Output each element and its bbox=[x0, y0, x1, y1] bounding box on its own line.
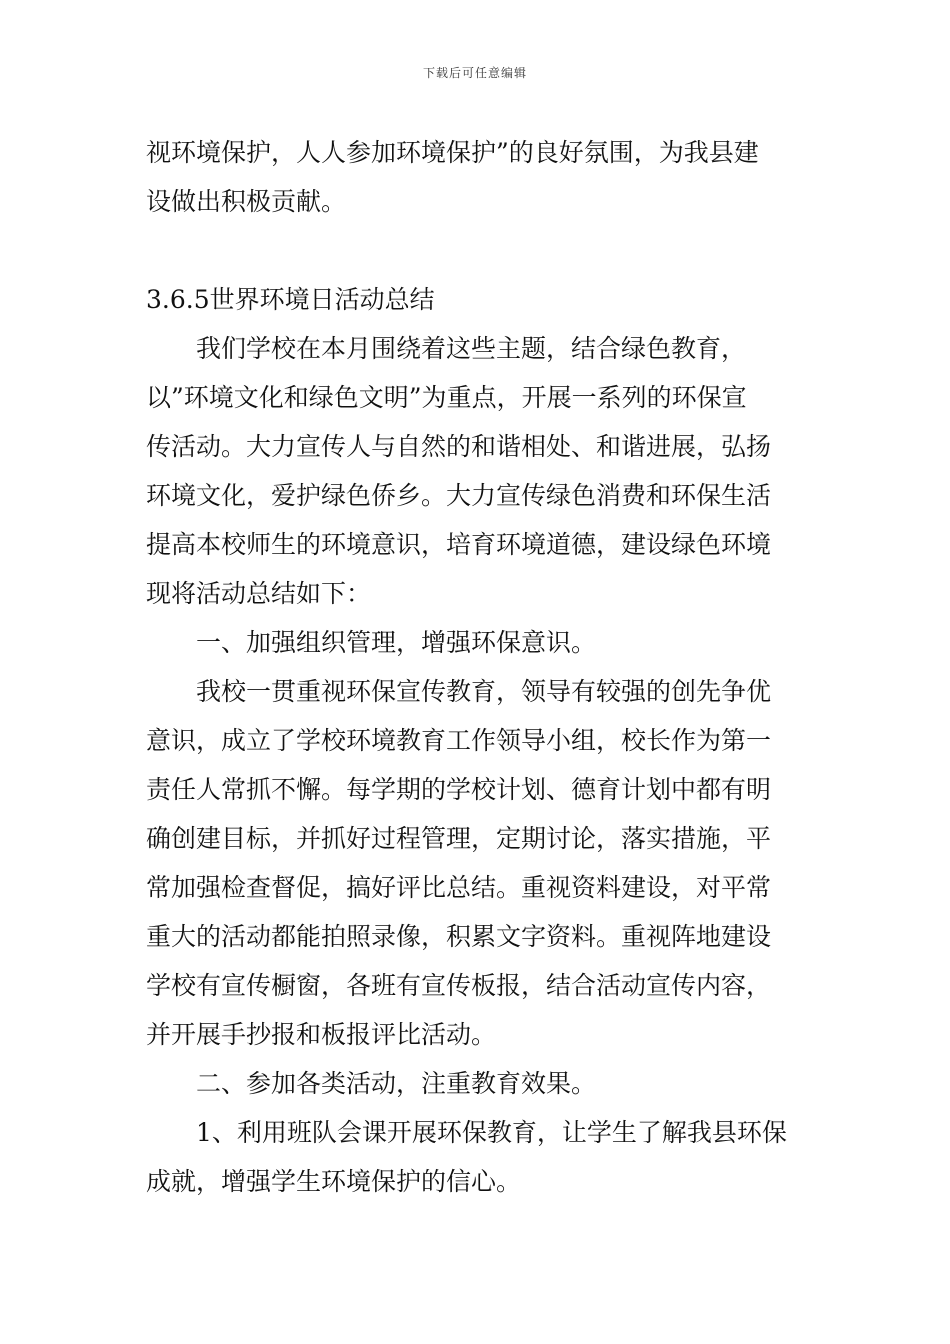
text-line: 以”环境文化和绿色文明”为重点，开展一系列的环保宣 bbox=[146, 383, 747, 412]
text-line: 责任人常抓不懈。每学期的学校计划、德育计划中都有明 bbox=[146, 775, 772, 804]
section-heading: 3.6.5世界环境日活动总结 bbox=[146, 285, 435, 314]
text-line: 环境文化，爱护绿色侨乡。大力宣传绿色消费和环保生活 bbox=[146, 481, 772, 510]
text-line: 常加强检查督促，搞好评比总结。重视资料建设，对平常 bbox=[146, 873, 772, 902]
text-line: 我们学校在本月围绕着这些主题，结合绿色教育， bbox=[196, 334, 747, 363]
text-line: 确创建目标，并抓好过程管理，定期讨论，落实措施，平 bbox=[146, 824, 772, 853]
text-line: 现将活动总结如下： bbox=[146, 579, 372, 608]
text-line: 学校有宣传橱窗，各班有宣传板报，结合活动宣传内容， bbox=[146, 971, 772, 1000]
subheading: 二、参加各类活动，注重教育效果。 bbox=[196, 1069, 597, 1098]
text-line: 重大的活动都能拍照录像，积累文字资料。重视阵地建设 bbox=[146, 922, 772, 951]
text-line: 设做出积极贡献。 bbox=[146, 187, 347, 216]
text-line: 并开展手抄报和板报评比活动。 bbox=[146, 1020, 497, 1049]
subheading: 一、加强组织管理，增强环保意识。 bbox=[196, 628, 597, 657]
document-body bbox=[146, 128, 816, 1206]
text-line: 传活动。大力宣传人与自然的和谐相处、和谐进展，弘扬 bbox=[146, 432, 772, 461]
page-header: 下载后可任意编辑 bbox=[422, 66, 527, 80]
text-line: 意识，成立了学校环境教育工作领导小组，校长作为第一 bbox=[146, 726, 772, 755]
text-line: 视环境保护，人人参加环境保护”的良好氛围，为我县建 bbox=[146, 138, 759, 167]
text-line: 成就，增强学生环境保护的信心。 bbox=[146, 1167, 522, 1196]
text-line: 提高本校师生的环境意识，培育环境道德，建设绿色环境 bbox=[146, 530, 772, 559]
paragraph-gap bbox=[146, 226, 816, 275]
text-line: 我校一贯重视环保宣传教育，领导有较强的创先争优 bbox=[196, 677, 772, 706]
text-line: 1、利用班队会课开展环保教育，让学生了解我县环保 bbox=[196, 1118, 787, 1147]
